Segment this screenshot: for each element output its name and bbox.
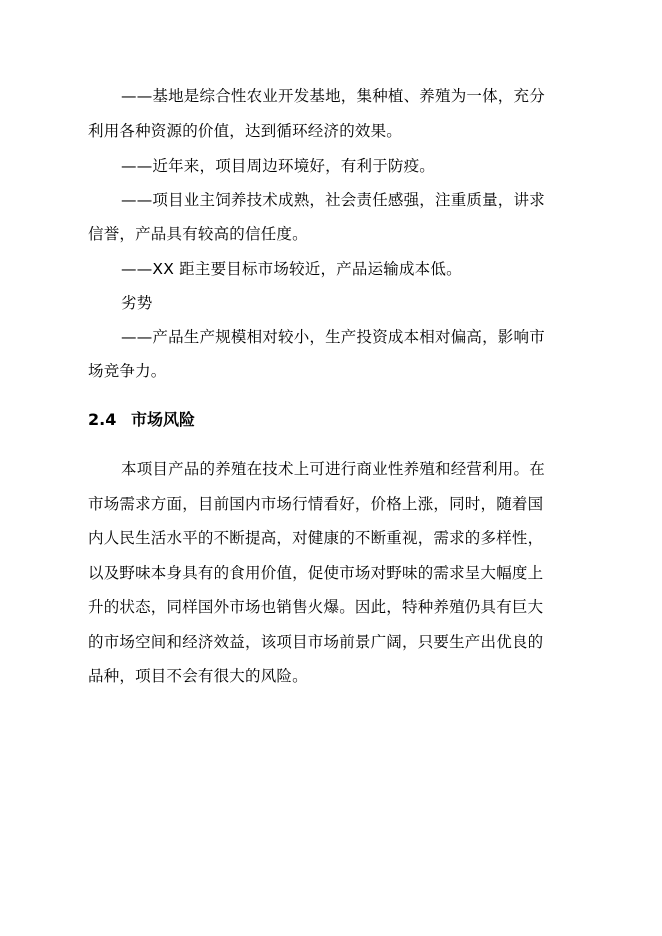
advantage-2-line-1: ——近年来，项目周边环境好，有利于防疫。 bbox=[121, 157, 436, 175]
disadvantage-label: 劣势 bbox=[121, 294, 153, 312]
market-risk-line-5: 升的状态，同样国外市场也销售火爆。因此，特种养殖仍具有巨大 bbox=[88, 598, 544, 616]
market-risk-line-2: 市场需求方面，目前国内市场行情看好，价格上涨，同时，随着国 bbox=[88, 495, 544, 513]
advantage-1-line-1: ——基地是综合性农业开发基地，集种植、养殖为一体，充分 bbox=[121, 87, 545, 105]
section-heading bbox=[88, 410, 195, 430]
disadvantage-line-2: 场竞争力。 bbox=[88, 362, 167, 380]
advantage-3-line-2: 信誉，产品具有较高的信任度。 bbox=[88, 225, 308, 243]
advantage-1-line-2: 利用各种资源的价值，达到循环经济的效果。 bbox=[88, 122, 403, 140]
advantage-4-line-1: ——XX 距主要目标市场较近，产品运输成本低。 bbox=[121, 260, 462, 278]
market-risk-line-4: 以及野味本身具有的食用价值，促使市场对野味的需求呈大幅度上 bbox=[88, 564, 544, 582]
advantage-3-line-1: ——项目业主饲养技术成熟，社会责任感强，注重质量，讲求 bbox=[121, 191, 545, 209]
section-title: 市场风险 bbox=[131, 410, 196, 429]
market-risk-line-1: 本项目产品的养殖在技术上可进行商业性养殖和经营利用。在 bbox=[121, 460, 545, 478]
disadvantage-line-1: ——产品生产规模相对较小，生产投资成本相对偏高，影响市 bbox=[121, 328, 545, 346]
section-number: 2.4 bbox=[88, 410, 117, 429]
market-risk-line-7: 品种，项目不会有很大的风险。 bbox=[88, 667, 308, 685]
market-risk-line-6: 的市场空间和经济效益，该项目市场前景广阔，只要生产出优良的 bbox=[88, 633, 544, 651]
market-risk-line-3: 内人民生活水平的不断提高，对健康的不断重视，需求的多样性， bbox=[88, 529, 544, 547]
